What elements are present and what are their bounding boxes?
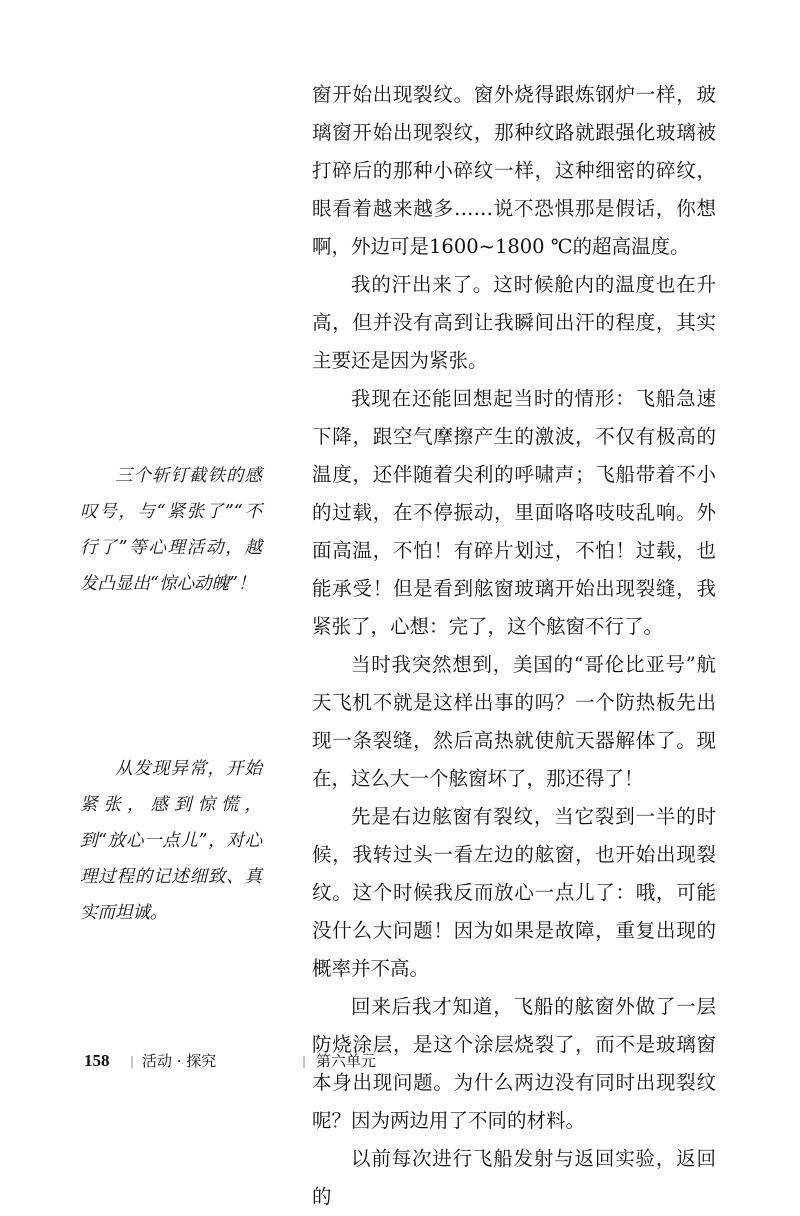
footer-separator: | bbox=[130, 1054, 135, 1068]
paragraph-7: 以前每次进行飞船发射与返回实验，返回的 bbox=[312, 1147, 716, 1208]
paragraph-4: 当时我突然想到，美国的“哥伦比亚号”航天飞机不就是这样出事的吗？一个防热板先出现一条裂缝，然后高热就使航天器解体了。现在，这么大一个舷窗坏了，那还得了！ bbox=[312, 653, 716, 790]
margin-note-1-text: 三个斩钉截铁的感叹号，与“紧张了”“不行了”等心理活动，越发凸显出“惊心动魄”！ bbox=[80, 466, 262, 594]
paragraph-1: 窗开始出现裂纹。窗外烧得跟炼钢炉一样，玻璃窗开始出现裂纹，那种纹路就跟强化玻璃被打碎后的那种小碎纹一样，这种细密的碎纹，眼看着越来越多……说不恐惧那是假话，你想啊，外边可是1600~1800 ℃的超高温度。 bbox=[312, 83, 716, 258]
paragraph-3: 我现在还能回想起当时的情形：飞船急速下降，跟空气摩擦产生的激波，不仅有极高的温度，还伴随着尖利的呼啸声；飞船带着不小的过载，在不停振动，里面咯咯吱吱乱响。外面高温，不怕！有碎片划过，不怕！过载，也能承受！但是看到舷窗玻璃开始出现裂缝，我紧张了，心想：完了，这个舷窗不行了。 bbox=[312, 387, 716, 638]
paragraph-2: 我的汗出来了。这时候舱内的温度也在升高，但并没有高到让我瞬间出汗的程度，其实主要还是因为紧张。 bbox=[312, 273, 716, 372]
unit-label: 第六单元 bbox=[316, 1052, 377, 1070]
margin-note-2 bbox=[80, 751, 262, 931]
main-text-column bbox=[312, 76, 716, 1216]
paragraph-5: 先是右边舷窗有裂纹，当它裂到一半的时候，我转过头一看左边的舷窗，也开始出现裂纹。这个时候我反而放心一点儿了：哦，可能没什么大问题！因为如果是故障，重复出现的概率并不高。 bbox=[312, 805, 716, 980]
margin-note-1 bbox=[80, 458, 262, 602]
section-label: 活动 · 探究 bbox=[142, 1052, 217, 1070]
page-footer bbox=[84, 1046, 724, 1076]
paragraph-6: 回来后我才知道，飞船的舷窗外做了一层防烧涂层，是这个涂层烧裂了，而不是玻璃窗本身出现问题。为什么两边没有同时出现裂纹呢？因为两边用了不同的材料。 bbox=[312, 995, 716, 1132]
page-number: 158 bbox=[84, 1051, 110, 1070]
margin-note-2-text: 从发现异常，开始紧张，感到惊慌，到“放心一点儿”，对心理过程的记述细致、真实而坦诚。 bbox=[80, 759, 262, 923]
footer-separator: | bbox=[302, 1054, 307, 1068]
